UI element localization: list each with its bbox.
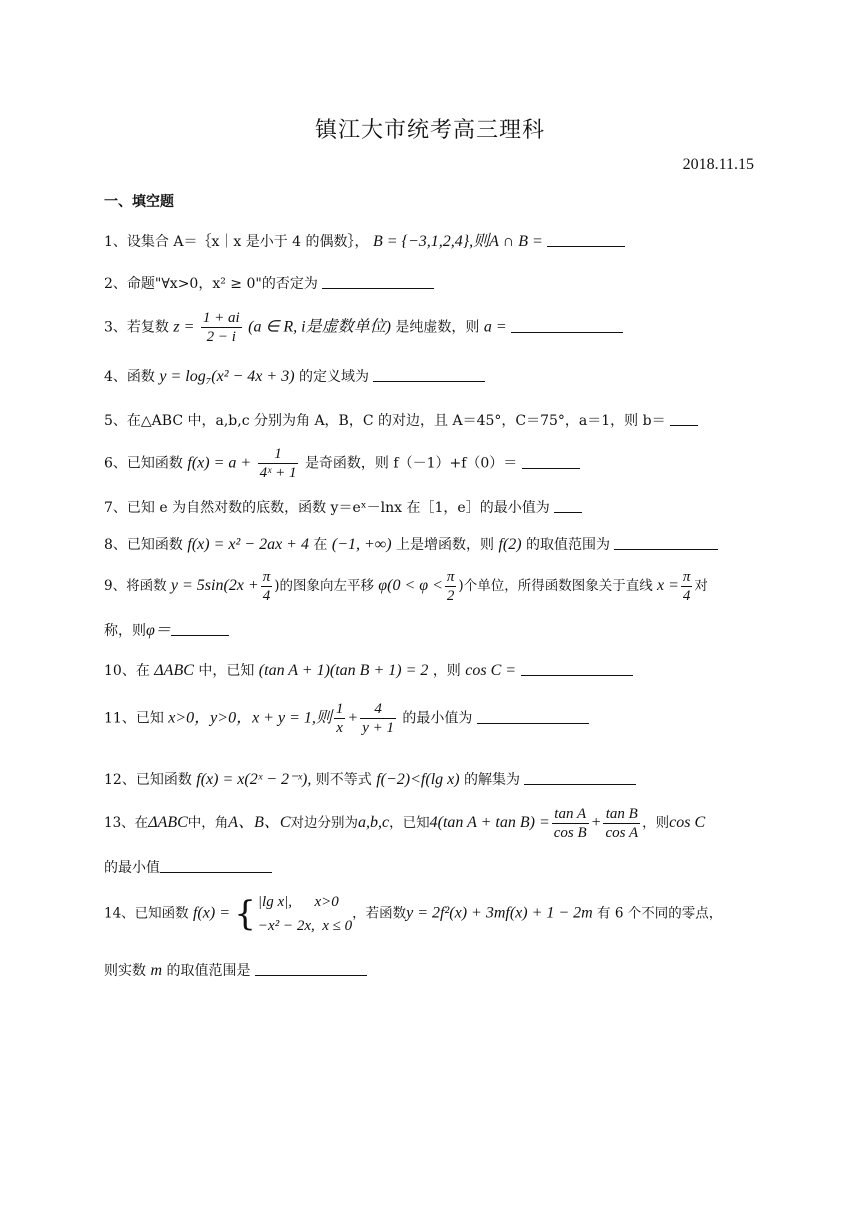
- q13-d2: cos A: [605, 825, 639, 841]
- question-13-line2: [104, 858, 756, 876]
- question-14: [104, 890, 756, 938]
- q9-n2: π: [446, 569, 455, 585]
- answer-blank[interactable]: [522, 454, 580, 469]
- question-9-line2: [104, 621, 756, 640]
- q12-inequality: f(−2)<f(lg x): [376, 771, 460, 788]
- q9-p1: )的图象向左平移: [274, 578, 374, 594]
- q9-n1: π: [262, 569, 271, 585]
- q9-p2: )个单位，所得函数图象关于直线: [458, 578, 653, 594]
- q8-post: 上是增函数，则: [395, 537, 494, 553]
- q14-post: 有 6 个不同的零点，: [597, 905, 723, 922]
- question-11: [104, 700, 756, 737]
- answer-blank[interactable]: [670, 411, 698, 426]
- answer-blank[interactable]: [521, 661, 633, 676]
- answer-blank[interactable]: [614, 535, 718, 550]
- q9-d2: 2: [446, 588, 455, 604]
- q11-n2: 4: [360, 700, 396, 719]
- q9-n3: π: [682, 569, 691, 585]
- q8-math: f(x) = x² − 2ax + 4: [187, 536, 309, 553]
- q13-sides: a,b,c: [358, 814, 390, 831]
- q13-plus: +: [590, 814, 602, 831]
- q9-line2: 称，则: [104, 623, 146, 639]
- q14-mid: ，若函数: [352, 905, 407, 922]
- exam-date: 2018.11.15: [682, 156, 754, 173]
- q9-p3: 对: [694, 578, 708, 594]
- q9-x: x =: [657, 577, 679, 594]
- q8-text: 8、已知函数: [104, 537, 183, 553]
- q13-n2: tan B: [603, 805, 640, 824]
- answer-blank[interactable]: [322, 274, 434, 289]
- q11-n1: 1: [335, 701, 344, 717]
- q14-text: 14、已知函数: [104, 905, 189, 922]
- q9-phi: φ(0 < φ <: [378, 577, 443, 594]
- q14-case1: |lg x|,: [257, 894, 292, 910]
- q14-case1-cond: x>0: [314, 894, 339, 910]
- q9-phi-end: φ＝: [146, 622, 171, 639]
- q4-math: y = log₇(x² − 4x + 3): [159, 368, 295, 385]
- question-12: [104, 770, 756, 789]
- q9-frac2: [445, 568, 457, 605]
- section-heading: 一、填空题: [104, 194, 174, 210]
- q9-lhs: y = 5sin(2x +: [170, 577, 259, 594]
- q5-text: 5、在△ABC 中，a,b,c 分别为角 A，B，C 的对边，且 A＝45°，C＝75°，a＝1，则 b＝: [104, 413, 666, 429]
- page-title: 镇江大市统考高三理科: [314, 118, 545, 143]
- question-9: [104, 568, 756, 605]
- question-2: [104, 274, 756, 292]
- q3-lhs: z =: [173, 318, 195, 336]
- q12-post: 的解集为: [464, 772, 521, 788]
- q14-lhs: f(x) =: [192, 904, 230, 922]
- question-4: [104, 367, 756, 386]
- q14-case2-cond: x ≤ 0: [322, 918, 353, 934]
- q13-mid2: 对边分别为: [290, 815, 359, 831]
- q4-post: 的定义域为: [298, 369, 369, 385]
- question-1: [104, 232, 756, 251]
- q14-cases: [258, 890, 352, 938]
- q14-tail: 的取值范围是: [166, 963, 251, 979]
- answer-blank[interactable]: [547, 232, 625, 247]
- q6-text: 6、已知函数: [104, 455, 183, 472]
- q11-post: 的最小值为: [402, 710, 473, 727]
- q13-triangle: ΔABC: [148, 814, 188, 831]
- q9-frac1: [261, 568, 273, 605]
- q13-mid3: ，已知: [389, 815, 430, 831]
- question-13: [104, 805, 756, 842]
- q1-text: 1、设集合 A＝｛x｜x 是小于 4 的偶数｝，: [104, 234, 369, 250]
- q3-num: 1 + ai: [202, 310, 240, 326]
- q8-mid: 在: [313, 537, 328, 553]
- q14-equation: y = 2f²(x) + 3mf(x) + 1 − 2m: [406, 904, 593, 922]
- q3-tail: a =: [483, 318, 507, 336]
- question-5: [104, 411, 756, 429]
- answer-blank[interactable]: [171, 621, 229, 636]
- q14-m: m: [150, 962, 163, 979]
- q14-case2: −x² − 2x,: [257, 918, 315, 934]
- q13-eq: 4(tan A + tan B) =: [429, 814, 550, 831]
- q3-condition: (a ∈ R, i是虚数单位): [248, 318, 391, 336]
- q8-tail: 的取值范围为: [526, 537, 610, 553]
- q8-f2: f(2): [498, 536, 522, 553]
- q10-text: 10、在: [104, 663, 150, 679]
- q3-fraction: [201, 309, 242, 346]
- q11-plus: +: [347, 709, 359, 727]
- answer-blank[interactable]: [554, 498, 582, 513]
- left-brace-icon: {: [234, 894, 256, 934]
- q13-frac2: [603, 805, 640, 842]
- q7-text: 7、已知 e 为自然对数的底数，函数 y＝eˣ－lnx 在［1，e］的最小值为: [104, 500, 550, 516]
- q13-mid: 中，角: [187, 815, 229, 831]
- q2-text: 2、命题"∀x>0，x² ≥ 0"的否定为: [104, 276, 318, 292]
- q10-cosc: cos C =: [465, 662, 517, 679]
- q9-d1: 4: [262, 588, 271, 604]
- q10-triangle: ΔABC: [154, 662, 194, 679]
- q4-text: 4、函数: [104, 369, 155, 385]
- q11-frac1: [334, 700, 346, 737]
- question-14-line2: [104, 961, 756, 980]
- q6-num: 1: [258, 445, 299, 464]
- q14-line2: 则实数: [104, 963, 146, 979]
- q13-line2: 的最小值: [104, 860, 160, 876]
- q13-angles: A、B、C: [228, 814, 291, 831]
- q1-math: B = {−3,1,2,4},则A ∩ B =: [372, 233, 543, 250]
- answer-blank[interactable]: [373, 367, 485, 382]
- q10-equation: (tan A + 1)(tan B + 1) = 2: [258, 662, 429, 679]
- q6-lhs: f(x) = a +: [187, 454, 252, 472]
- q9-frac3: [681, 568, 693, 605]
- q3-text: 3、若复数: [104, 319, 169, 336]
- q6-fraction: [258, 445, 299, 482]
- q9-d3: 4: [682, 588, 691, 604]
- q13-frac1: [552, 805, 589, 842]
- question-8: [104, 535, 756, 554]
- answer-blank[interactable]: [511, 318, 623, 333]
- answer-blank[interactable]: [524, 770, 636, 785]
- q3-den: 2 − i: [206, 329, 236, 345]
- q9-text: 9、将函数: [104, 578, 167, 594]
- question-7: [104, 498, 756, 516]
- question-3: [104, 309, 756, 346]
- q11-text: 11、已知: [104, 710, 164, 727]
- answer-blank[interactable]: [477, 709, 589, 724]
- question-6: [104, 445, 756, 482]
- q13-d1: cos B: [553, 825, 587, 841]
- q10-post: ，则: [432, 663, 461, 679]
- q8-interval: (−1, +∞): [331, 536, 392, 553]
- q11-d2: y + 1: [362, 720, 394, 736]
- q13-text: 13、在: [104, 815, 149, 831]
- q12-mid: 则不等式: [315, 772, 372, 788]
- q12-math: f(x) = x(2ˣ − 2⁻ˣ),: [196, 771, 312, 788]
- question-10: [104, 661, 756, 680]
- q10-mid: 中，已知: [198, 663, 255, 679]
- q13-cosc: cos C: [669, 814, 706, 831]
- q13-post: ，则: [642, 815, 670, 831]
- q6-post: 是奇函数，则 f（－1）+f（0）＝: [304, 455, 518, 472]
- q12-text: 12、已知函数: [104, 772, 192, 788]
- q11-d1: x: [336, 720, 343, 736]
- q6-den: 4ˣ + 1: [259, 465, 297, 481]
- q13-n1: tan A: [552, 805, 589, 824]
- answer-blank[interactable]: [255, 961, 367, 976]
- q11-frac2: [360, 700, 396, 737]
- q3-post: 是纯虚数，则: [395, 319, 480, 336]
- q11-math: x>0，y>0，x + y = 1,则: [168, 709, 332, 727]
- answer-blank[interactable]: [160, 858, 272, 873]
